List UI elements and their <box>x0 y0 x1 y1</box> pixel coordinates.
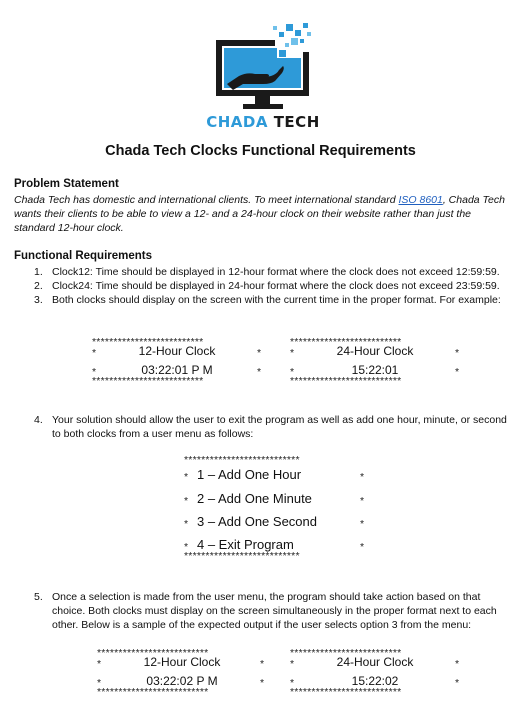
border-star: * <box>260 677 265 689</box>
pixel-squares-icon <box>273 23 311 47</box>
border-star: * <box>290 366 295 378</box>
menu-item-add-minute: 2 – Add One Minute <box>197 491 312 506</box>
border-star: * <box>97 658 102 670</box>
clock12-border-top: ************************** <box>92 336 204 348</box>
list-item: 3. Both clocks should display on the screen with the current time in the proper format. For example: <box>34 294 501 306</box>
functional-heading: Functional Requirements <box>14 250 153 262</box>
list-item: 1. Clock12: Time should be displayed in 12-hour format where the clock does not exceed 12:59:59. <box>34 266 500 278</box>
clock24-time: 15:22:02 <box>351 674 399 688</box>
clock24-border-top: ************************** <box>290 647 402 659</box>
clock12-time: 03:22:01 P M <box>141 363 213 377</box>
border-star: * <box>290 677 295 689</box>
clock24-label: 24-Hour Clock <box>336 344 414 358</box>
clock12-border-bottom: ************************** <box>97 686 209 698</box>
clock12-label: 12-Hour Clock <box>143 655 221 669</box>
border-star: * <box>455 347 460 359</box>
problem-heading: Problem Statement <box>14 178 119 190</box>
clock24-label: 24-Hour Clock <box>336 655 414 669</box>
menu-border-bottom: *************************** <box>184 550 300 562</box>
brand-name: CHADA TECH <box>206 113 320 131</box>
border-star: * <box>97 677 102 689</box>
clock24-time: 15:22:01 <box>351 363 399 377</box>
border-star: * <box>184 495 189 507</box>
border-star: * <box>360 518 365 530</box>
border-star: * <box>184 541 189 553</box>
list-item: 2. Clock24: Time should be displayed in 24-hour format where the clock does not exceed 23:59:59. <box>34 280 500 292</box>
clock12-border-top: ************************** <box>97 647 209 659</box>
clock24-border-bottom: ************************** <box>290 375 402 387</box>
border-star: * <box>455 658 460 670</box>
iso-8601-link[interactable]: ISO 8601 <box>398 194 443 206</box>
border-star: * <box>360 541 365 553</box>
page-title: Chada Tech Clocks Functional Requirements <box>105 143 416 159</box>
border-star: * <box>260 658 265 670</box>
border-star: * <box>290 658 295 670</box>
border-star: * <box>184 471 189 483</box>
list-item: 4. Your solution should allow the user to exit the program as well as add one hour, minute, or second to both clocks from a user menu as follows: <box>34 414 507 440</box>
border-star: * <box>455 366 460 378</box>
menu-item-add-second: 3 – Add One Second <box>197 514 317 529</box>
list-item: 5. Once a selection is made from the user menu, the program should take action based on that choice. Both clocks must display on the screen simultaneously in the proper format next to each other. Below is a sample of the expected output if the user selects option 3 from the menu: <box>34 591 497 631</box>
menu-item-exit: 4 – Exit Program <box>197 537 294 552</box>
border-star: * <box>360 471 365 483</box>
border-star: * <box>257 347 262 359</box>
menu-border-top: *************************** <box>184 454 300 466</box>
clock24-border-bottom: ************************** <box>290 686 402 698</box>
clock12-label: 12-Hour Clock <box>138 344 216 358</box>
border-star: * <box>455 677 460 689</box>
border-star: * <box>184 518 189 530</box>
border-star: * <box>360 495 365 507</box>
clock24-border-top: ************************** <box>290 336 402 348</box>
clock12-border-bottom: ************************** <box>92 375 204 387</box>
clock12-time: 03:22:02 P M <box>146 674 218 688</box>
border-star: * <box>290 347 295 359</box>
problem-text: Chada Tech has domestic and international clients. To meet international standard ISO 8601, Chada Tech wants their clients to be able to view a 12- and a 24-hour clock on their website rather than just the standard 12-hour clock. <box>14 194 505 234</box>
border-star: * <box>257 366 262 378</box>
border-star: * <box>92 347 97 359</box>
menu-item-add-hour: 1 – Add One Hour <box>197 467 302 482</box>
border-star: * <box>92 366 97 378</box>
